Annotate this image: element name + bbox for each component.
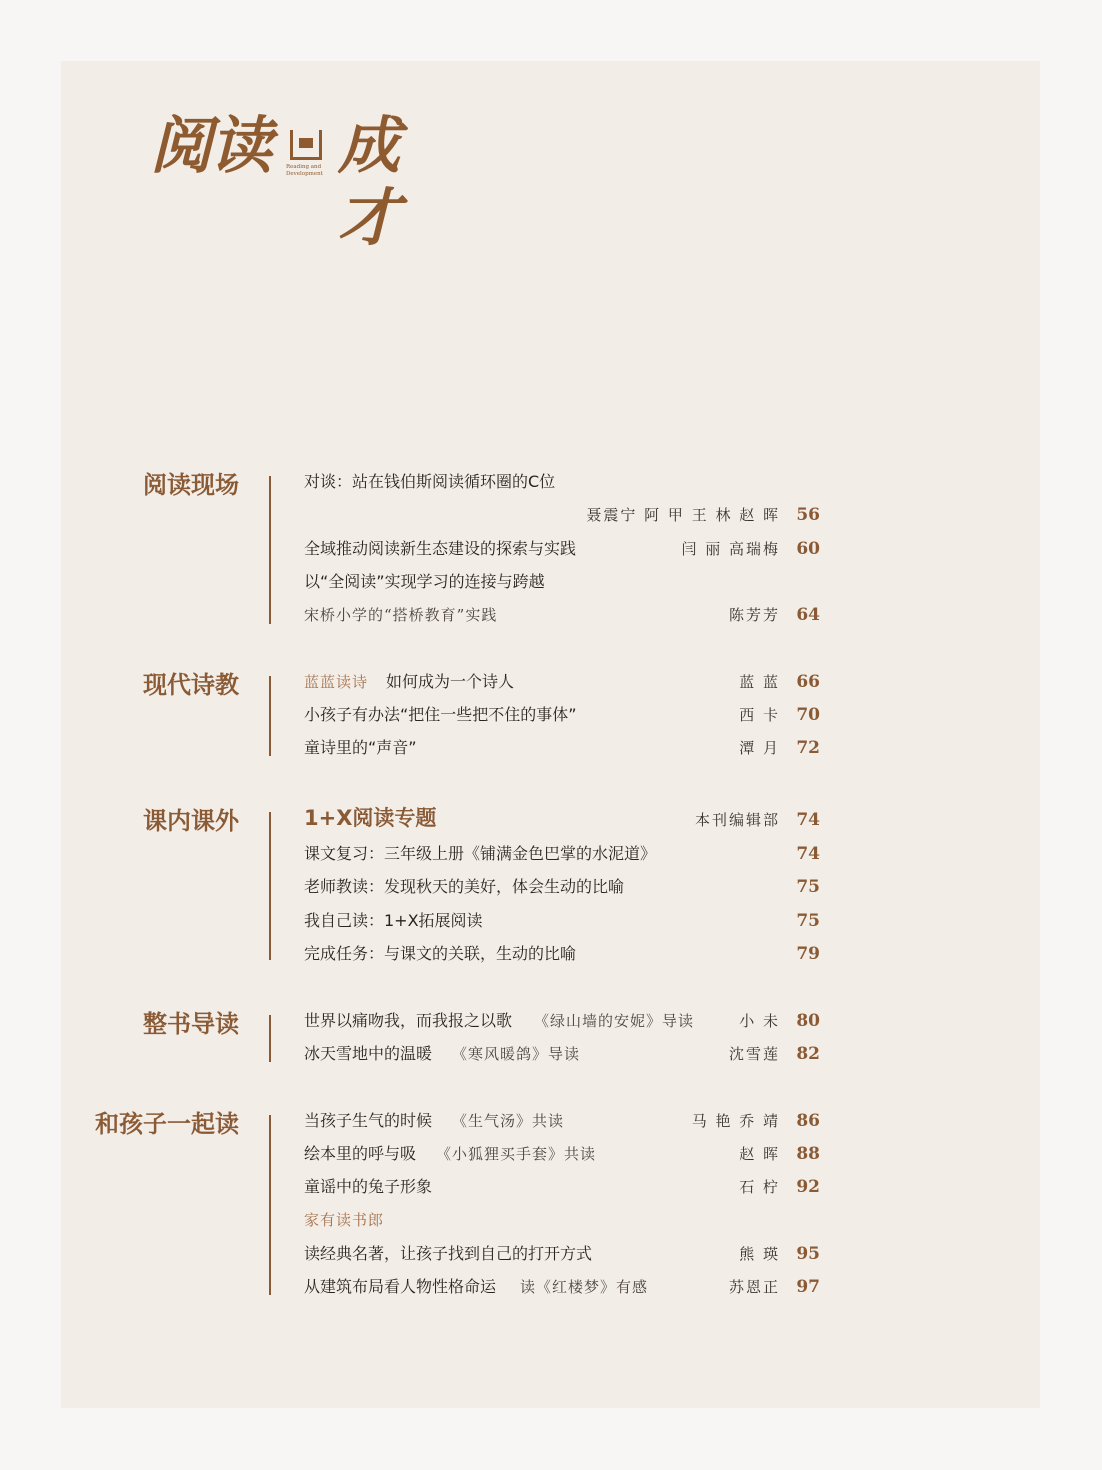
- toc-entry[interactable]: [304, 603, 824, 627]
- logo-emblem-mark: [290, 130, 322, 160]
- entry-title: 冰天雪地中的温暖: [304, 1044, 433, 1063]
- entry-page: 64: [796, 605, 820, 625]
- entry-author: 西 卡: [739, 706, 780, 724]
- entry-title: 小孩子有办法“把住一些把不住的事体”: [304, 705, 577, 724]
- entry-author: 蓝 蓝: [739, 673, 780, 691]
- entry-author: 石 柠: [739, 1178, 780, 1196]
- entry-page: 75: [796, 911, 820, 931]
- entry-page: 80: [796, 1011, 820, 1031]
- toc-entry[interactable]: [304, 806, 824, 830]
- entry-subtitle: 读《红楼梦》有感: [520, 1278, 649, 1296]
- entry-title: 读经典名著，让孩子找到自己的打开方式: [304, 1244, 593, 1263]
- entry-title: 完成任务：与课文的关联，生动的比喻: [304, 944, 577, 963]
- toc-entry[interactable]: [304, 842, 824, 866]
- entry-title: 老师教读：发现秋天的美好，体会生动的比喻: [304, 877, 625, 896]
- entry-title: 以“全阅读”实现学习的连接与跨越: [304, 572, 545, 591]
- toc-entry[interactable]: [304, 875, 824, 899]
- page-background: [61, 61, 1040, 1408]
- entry-author: 苏恩正: [728, 1278, 780, 1296]
- entry-title: 童谣中的兔子形象: [304, 1177, 433, 1196]
- toc-entry[interactable]: [304, 670, 824, 694]
- toc-entry[interactable]: [304, 736, 824, 760]
- logo-text-right: 成才: [338, 109, 399, 254]
- entry-author: 本刊编辑部: [694, 811, 780, 829]
- entry-page: 82: [796, 1044, 820, 1064]
- entry-page: 74: [796, 810, 820, 830]
- entry-author: 闫 丽 高瑞梅: [681, 540, 780, 558]
- entry-author: 聂震宁 阿 甲 王 林 赵 晖: [586, 506, 780, 524]
- entry-tag: 蓝蓝读诗: [304, 673, 369, 691]
- entry-title: 我自己读：1+X拓展阅读: [304, 911, 483, 930]
- toc-entry: [304, 1208, 824, 1232]
- entry-subtitle: 《绿山墙的安妮》导读: [534, 1012, 695, 1030]
- entry-title: 对谈：站在钱伯斯阅读循环圈的C位: [304, 472, 556, 491]
- entry-author: 马 艳 乔 靖: [691, 1112, 780, 1130]
- toc-entry[interactable]: [304, 942, 824, 966]
- entry-page: 70: [796, 705, 820, 725]
- entry-title: 当孩子生气的时候: [304, 1111, 433, 1130]
- toc-entry[interactable]: [304, 537, 824, 561]
- entry-title: 如何成为一个诗人: [386, 672, 515, 691]
- entry-page: 56: [796, 505, 820, 525]
- logo-english: [286, 164, 330, 178]
- toc-entry[interactable]: [304, 703, 824, 727]
- logo-english-line2: Development: [286, 171, 323, 177]
- entry-page: 72: [796, 738, 820, 758]
- toc-entry[interactable]: [304, 1109, 824, 1133]
- entry-subtitle: 《小狐狸买手套》共读: [436, 1145, 597, 1163]
- section-title: 和孩子一起读: [95, 1109, 239, 1138]
- entry-title: 从建筑布局看人物性格命运: [304, 1277, 497, 1296]
- section-divider: [269, 1015, 271, 1062]
- entry-subtitle: 宋桥小学的“搭桥教育”实践: [304, 606, 498, 624]
- entry-page: 86: [796, 1111, 820, 1131]
- section-divider: [269, 676, 271, 756]
- logo-emblem: [286, 130, 328, 188]
- section-title: 现代诗教: [143, 670, 239, 699]
- section-divider: [269, 812, 271, 960]
- section-divider: [269, 1115, 271, 1295]
- toc-entry[interactable]: [304, 1242, 824, 1266]
- entry-page: 88: [796, 1144, 820, 1164]
- section-divider: [269, 476, 271, 624]
- logo-english-line1: Reading and: [286, 164, 322, 170]
- entry-author: 陈芳芳: [728, 606, 780, 624]
- entry-tag: 家有读书郎: [304, 1211, 385, 1229]
- toc-entry[interactable]: [304, 503, 824, 527]
- entry-page: 60: [796, 539, 820, 559]
- toc-entry[interactable]: [304, 470, 824, 494]
- entry-title: 童诗里的“声音”: [304, 738, 417, 757]
- toc-entry[interactable]: [304, 1142, 824, 1166]
- entry-page: 95: [796, 1244, 820, 1264]
- entry-page: 75: [796, 877, 820, 897]
- magazine-logo: [150, 109, 440, 254]
- entry-author: 小 未: [739, 1012, 780, 1030]
- entry-feature-title: 1+X阅读专题: [304, 806, 437, 830]
- entry-author: 赵 晖: [739, 1145, 780, 1163]
- toc-entry[interactable]: [304, 1009, 824, 1033]
- section-title: 课内课外: [143, 806, 239, 835]
- toc-entry[interactable]: [304, 909, 824, 933]
- entry-title: 课文复习：三年级上册《铺满金色巴掌的水泥道》: [304, 844, 657, 863]
- entry-title: 全域推动阅读新生态建设的探索与实践: [304, 539, 577, 558]
- toc-entry[interactable]: [304, 1275, 824, 1299]
- section-title: 阅读现场: [143, 470, 239, 499]
- toc-entry[interactable]: [304, 570, 824, 594]
- logo-text-left: 阅读: [150, 109, 271, 182]
- toc-entry[interactable]: [304, 1042, 824, 1066]
- section-title: 整书导读: [143, 1009, 239, 1038]
- entry-author: 沈雪莲: [728, 1045, 780, 1063]
- entry-page: 66: [796, 672, 820, 692]
- entry-subtitle: 《寒风暖鸽》导读: [452, 1045, 581, 1063]
- entry-page: 79: [796, 944, 820, 964]
- entry-page: 74: [796, 844, 820, 864]
- entry-title: 世界以痛吻我，而我报之以歌: [304, 1011, 513, 1030]
- entry-title: 绘本里的呼与吸: [304, 1144, 417, 1163]
- entry-author: 熊 瑛: [739, 1245, 780, 1263]
- entry-author: 潭 月: [739, 739, 780, 757]
- toc-entry[interactable]: [304, 1175, 824, 1199]
- entry-page: 97: [796, 1277, 820, 1297]
- entry-page: 92: [796, 1177, 820, 1197]
- entry-subtitle: 《生气汤》共读: [452, 1112, 565, 1130]
